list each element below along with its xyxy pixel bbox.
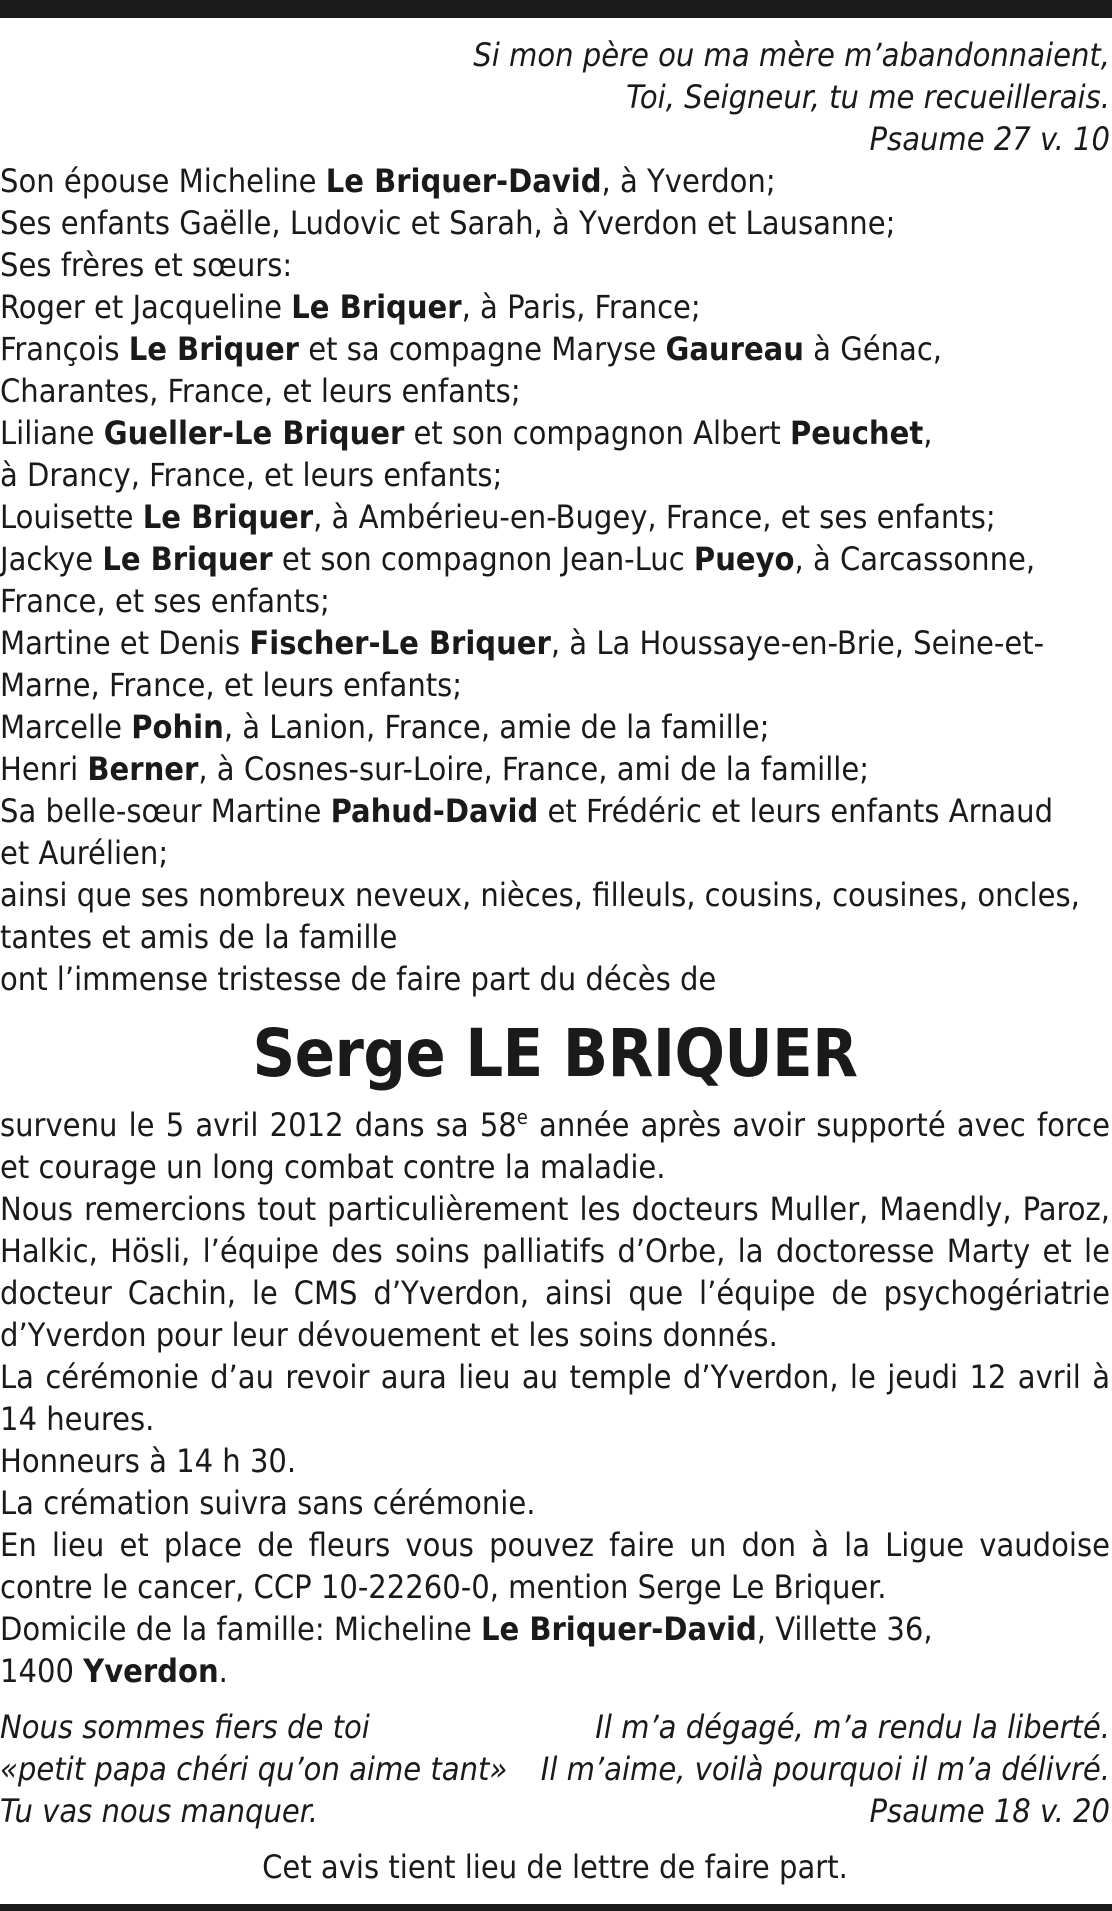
family-text: Charantes, France, et leurs enfants; xyxy=(0,372,521,410)
family-text: Roger et Jacqueline xyxy=(0,288,292,326)
family-line xyxy=(0,538,1110,580)
ordinal-superscript: e xyxy=(516,1105,528,1130)
family-surname: Le Briquer xyxy=(291,288,462,326)
family-line xyxy=(0,874,1110,916)
notice-line: Cet avis tient lieu de lettre de faire part. xyxy=(262,1848,848,1886)
family-text: Sa belle-sœur Martine xyxy=(0,792,331,830)
family-text: à Génac, xyxy=(803,330,943,368)
family-text: Ses enfants Gaëlle, Ludovic et Sarah, à Yverdon et Lausanne; xyxy=(0,204,896,242)
family-surname: Berner xyxy=(87,750,199,788)
family-line xyxy=(0,958,1110,1000)
bottom-rule xyxy=(0,1904,1112,1911)
verse-line: Il m’a dégagé, m’a rendu la liberté. xyxy=(595,1708,1110,1746)
family-line xyxy=(0,160,1110,202)
death-paragraph xyxy=(0,1104,1110,1188)
verse-line: Nous sommes fiers de toi xyxy=(0,1708,370,1746)
family-line xyxy=(0,622,1110,664)
verse-line: Il m’aime, voilà pourquoi il m’a délivré. xyxy=(540,1750,1110,1788)
psalm-reference: Psaume 18 v. 20 xyxy=(869,1792,1110,1830)
family-surname: Le Briquer xyxy=(102,540,273,578)
family-text: et Frédéric et leurs enfants Arnaud xyxy=(538,792,1054,830)
family-line xyxy=(0,202,1110,244)
domicile-zip: 1400 xyxy=(0,1652,84,1690)
family-text: , à Carcassonne, xyxy=(794,540,1036,578)
epigraph-line: Toi, Seigneur, tu me recueillerais. xyxy=(626,78,1110,116)
family-text: Louisette xyxy=(0,498,143,536)
family-line xyxy=(0,370,1110,412)
family-surname: Le Briquer-David xyxy=(325,162,602,200)
deceased-name: Serge LE BRIQUER xyxy=(252,1015,858,1092)
family-surname: Le Briquer xyxy=(128,330,300,368)
verse-line: Tu vas nous manquer. xyxy=(0,1792,318,1830)
family-text: , à Ambérieu-en-Bugey, France, et ses enfants; xyxy=(313,498,996,536)
family-text: Jackye xyxy=(0,540,103,578)
family-text: , xyxy=(923,414,933,452)
family-text: tantes et amis de la famille xyxy=(0,918,398,956)
family-text: Liliane xyxy=(0,414,104,452)
family-text: Marcelle xyxy=(0,708,132,746)
family-text: Martine et Denis xyxy=(0,624,250,662)
top-rule xyxy=(0,0,1112,18)
domicile-city: Yverdon xyxy=(83,1652,219,1690)
family-text: , à La Houssaye-en-Brie, Seine-et- xyxy=(550,624,1045,662)
thanks-paragraph: Nous remercions tout particulièrement les docteurs Muller, Maendly, Paroz, Halkic, Hösli, l’équipe des soins palliatifs d’Orbe, la doctoresse Marty et le docteur Cachin, le CMS d’Yverdon, ainsi que l’équipe de psychogériatrie d’Yverdon pour leur dévouement et les soins donnés. xyxy=(0,1190,1110,1354)
domicile-line xyxy=(0,1608,1110,1650)
family-text: France, et ses enfants; xyxy=(0,582,330,620)
family-text: Ses frères et sœurs: xyxy=(0,246,293,284)
family-line xyxy=(0,748,1110,790)
family-line xyxy=(0,496,1110,538)
family-text: , à Lanion, France, amie de la famille; xyxy=(223,708,770,746)
family-line xyxy=(0,286,1110,328)
domicile-period: . xyxy=(218,1652,228,1690)
family-text: , à Yverdon; xyxy=(601,162,776,200)
ceremony-paragraph: La cérémonie d’au revoir aura lieu au temple d’Yverdon, le jeudi 12 avril à 14 heures. xyxy=(0,1358,1110,1438)
closing-family-verse xyxy=(0,1706,507,1832)
domicile-label: Domicile de la famille: Micheline xyxy=(0,1610,481,1648)
family-text: à Drancy, France, et leurs enfants; xyxy=(0,456,503,494)
family-text: et son compagnon Jean-Luc xyxy=(272,540,694,578)
closing-verses xyxy=(0,1706,1110,1832)
family-line xyxy=(0,664,1110,706)
family-text: ainsi que ses nombreux neveux, nièces, filleuls, cousins, cousines, oncles, xyxy=(0,876,1080,914)
family-text: Son épouse Micheline xyxy=(0,162,326,200)
closing-psalm-verse xyxy=(541,1706,1110,1832)
family-surname: Peuchet xyxy=(790,414,924,452)
family-surname: Pohin xyxy=(131,708,224,746)
obituary-notice xyxy=(0,34,1110,1888)
donation-paragraph: En lieu et place de fleurs vous pouvez faire un don à la Ligue vaudoise contre le cancer, CCP 10-22260-0, mention Serge Le Briquer. xyxy=(0,1526,1110,1606)
domicile-name: Le Briquer-David xyxy=(480,1610,757,1648)
verse-line: «petit papa chéri qu’on aime tant» xyxy=(0,1750,508,1788)
family-text: Marne, France, et leurs enfants; xyxy=(0,666,463,704)
death-text-continued: année après avoir supporté avec force et courage un long combat contre la maladie. xyxy=(0,1106,1110,1186)
family-surname: Pueyo xyxy=(693,540,795,578)
family-line xyxy=(0,580,1110,622)
family-surname: Gaureau xyxy=(665,330,804,368)
family-line xyxy=(0,790,1110,832)
family-surname: Gueller-Le Briquer xyxy=(103,414,405,452)
family-text: , à Paris, France; xyxy=(461,288,701,326)
domicile-address: , Villette 36, xyxy=(756,1610,933,1648)
epigraph-reference: Psaume 27 v. 10 xyxy=(869,120,1110,158)
family-surname: Fischer-Le Briquer xyxy=(249,624,551,662)
death-text: survenu le 5 avril 2012 dans sa 58 xyxy=(0,1106,517,1144)
honneurs-line: Honneurs à 14 h 30. xyxy=(0,1442,297,1480)
family-text: ont l’immense tristesse de faire part du décès de xyxy=(0,960,717,998)
family-text: Henri xyxy=(0,750,88,788)
family-text: et Aurélien; xyxy=(0,834,169,872)
family-text: et sa compagne Maryse xyxy=(299,330,666,368)
family-line xyxy=(0,454,1110,496)
family-surname: Pahud-David xyxy=(330,792,539,830)
family-line xyxy=(0,328,1110,370)
family-line xyxy=(0,706,1110,748)
family-line xyxy=(0,244,1110,286)
family-text: , à Cosnes-sur-Loire, France, ami de la famille; xyxy=(198,750,870,788)
family-line xyxy=(0,832,1110,874)
epigraph-top xyxy=(0,34,1110,160)
family-list xyxy=(0,160,1110,1000)
epigraph-line: Si mon père ou ma mère m’abandonnaient, xyxy=(473,36,1110,74)
domicile-city-line xyxy=(0,1650,1110,1692)
family-surname: Le Briquer xyxy=(142,498,314,536)
cremation-line: La crémation suivra sans cérémonie. xyxy=(0,1484,536,1522)
family-line xyxy=(0,412,1110,454)
family-line xyxy=(0,916,1110,958)
family-text: François xyxy=(0,330,129,368)
family-text: et son compagnon Albert xyxy=(404,414,791,452)
